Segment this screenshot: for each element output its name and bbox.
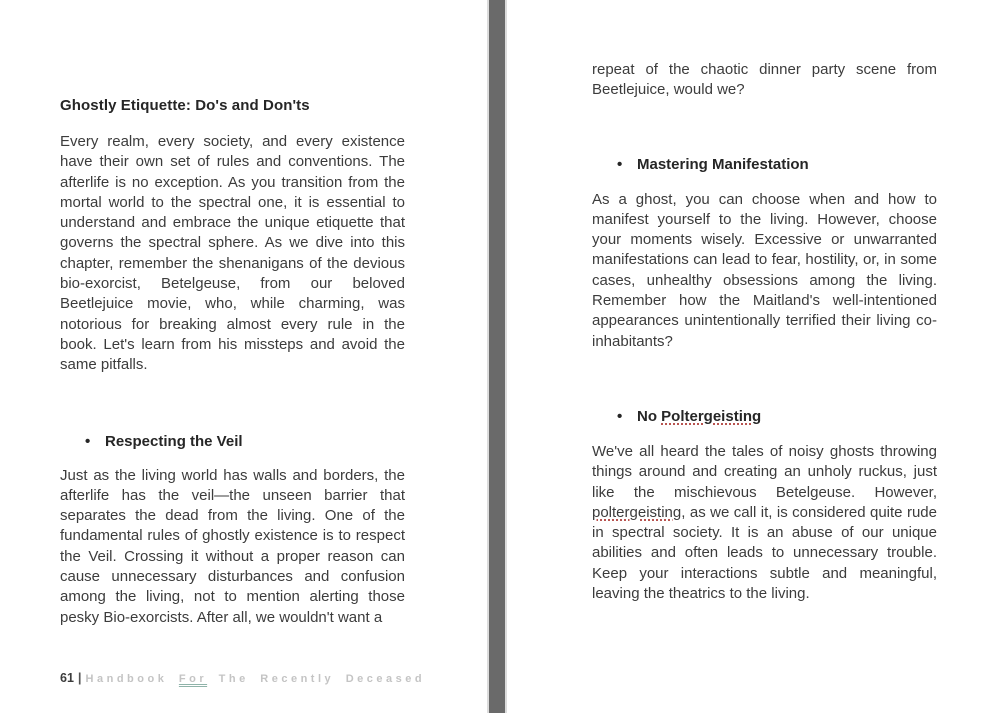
bullet-icon: •: [617, 155, 623, 173]
footer-separator: |: [77, 670, 82, 685]
intro-paragraph: Every realm, every society, and every existence have their own set of rules and conventions. The afterlife is no exception. As you transition from the mortal world to the spectral one, it is essential to understand and embrace the unique etiquette that governs the spectral sphere. As we dive into this chapter, remember the shenanigans of the devious bio-exorcist, Betelgeuse, from our beloved Beetlejuice movie, who, while charming, was notorious for breaking almost every rule in the book. Let's learn from his missteps and avoid the same pitfalls.: [60, 133, 405, 374]
bullet-icon: •: [85, 432, 91, 450]
right-page: [511, 0, 1000, 721]
spellcheck-flagged-word: poltergeisting: [592, 503, 682, 521]
right-page-content: [511, 0, 937, 604]
book-title-underlined-word: For: [178, 673, 208, 685]
page-footer: [60, 670, 425, 685]
spellcheck-flagged-word: Poltergeisting: [661, 407, 762, 425]
chapter-heading: Ghostly Etiquette: Do's and Don'ts: [60, 97, 310, 114]
section-heading-no-poltergeisting: [592, 408, 937, 425]
section-title: Mastering Manifestation: [637, 155, 809, 173]
page-divider: [487, 0, 507, 713]
continuation-paragraph: repeat of the chaotic dinner party scene from Beetlejuice, would we?: [592, 61, 937, 99]
page-number: 61: [60, 671, 74, 685]
section-heading-mastering-manifestation: [592, 156, 937, 173]
left-page-content: [0, 0, 405, 628]
section-heading-respecting-the-veil: [60, 433, 405, 450]
body-part-1: We've all heard the tales of noisy ghosts throwing things around and creating an unholy ruckus, just like the mischievous Betelgeuse. However,: [592, 442, 937, 501]
book-title-suffix: The Recently Deceased: [207, 673, 426, 685]
book-title: [86, 673, 426, 685]
book-title-prefix: Handbook: [85, 673, 179, 685]
left-page: [0, 0, 487, 721]
section-body-no-poltergeisting: [592, 442, 937, 604]
section-body-respecting-the-veil: Just as the living world has walls and borders, the afterlife has the veil—the unseen barrier that separates the dead from the living. One of the fundamental rules of ghostly existence is to respect the Veil. Crossing it without a proper reason can cause unnecessary disturbances and confusion among the living, not to mention alerting those pesky Bio-exorcists. After all, we wouldn't want a: [60, 466, 405, 626]
section-title-prefix: No: [637, 407, 662, 425]
section-body-mastering-manifestation: As a ghost, you can choose when and how to manifest yourself to the living. However, choose your moments wisely. Excessive or unwarranted manifestations can lead to fear, hostility, or, in some cases, unhealthy obsessions among the living. Remember how the Maitland's well-intentioned appearances unintentionally terrified their living co-inhabitants?: [592, 190, 937, 350]
bullet-icon: •: [617, 407, 623, 425]
body-part-2: , as we call it, is considered quite rude in spectral society. It is an abuse of our unique abilities and often leads to unnecessary trouble. Keep your interactions subtle and meaningful, leaving the theatrics to the living.: [592, 503, 937, 603]
section-title: [637, 408, 761, 425]
section-title: Respecting the Veil: [105, 432, 243, 450]
